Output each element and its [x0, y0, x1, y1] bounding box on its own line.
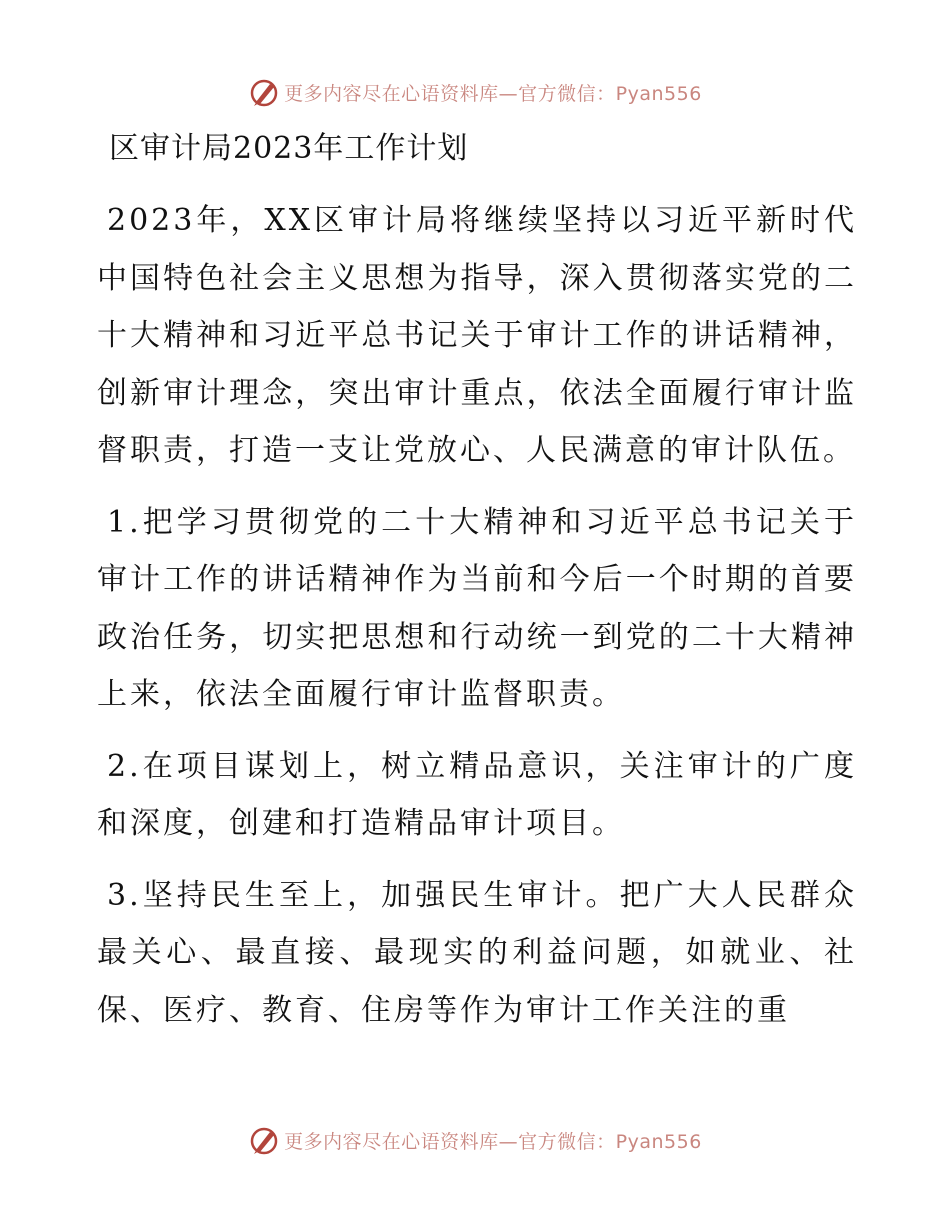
paragraph-intro: 2023年，XX区审计局将继续坚持以习近平新时代中国特色社会主义思想为指导，深入贯彻落实党的二十大精神和习近平总书记关于审计工作的讲话精神，创新审计理念，突出审计重点，依法全面履行审计监督职责，打造一支让党放心、人民满意的审计队伍。	[97, 203, 857, 468]
paragraph-item-3: 3.坚持民生至上，加强民生审计。把广大人民群众最关心、最直接、最现实的利益问题，如就业、社保、医疗、教育、住房等作为审计工作关注的重	[97, 877, 857, 1028]
header-watermark	[0, 72, 950, 112]
paragraph-item-2: 2.在项目谋划上，树立精品意识，关注审计的广度和深度，创建和打造精品审计项目。	[97, 748, 857, 841]
document-title: 区审计局2023年工作计划	[109, 131, 469, 166]
footer-watermark	[0, 1120, 950, 1160]
watermark-text: 更多内容尽在心语资料库—官方微信：Pyan556	[284, 82, 702, 105]
pen-logo-icon	[248, 1124, 280, 1156]
pen-logo-icon	[248, 76, 280, 108]
document-body	[97, 124, 857, 1039]
watermark-text: 更多内容尽在心语资料库—官方微信：Pyan556	[284, 1130, 702, 1153]
paragraph-item-1: 1.把学习贯彻党的二十大精神和习近平总书记关于审计工作的讲话精神作为当前和今后一个时期的首要政治任务，切实把思想和行动统一到党的二十大精神上来，依法全面履行审计监督职责。	[97, 504, 857, 712]
